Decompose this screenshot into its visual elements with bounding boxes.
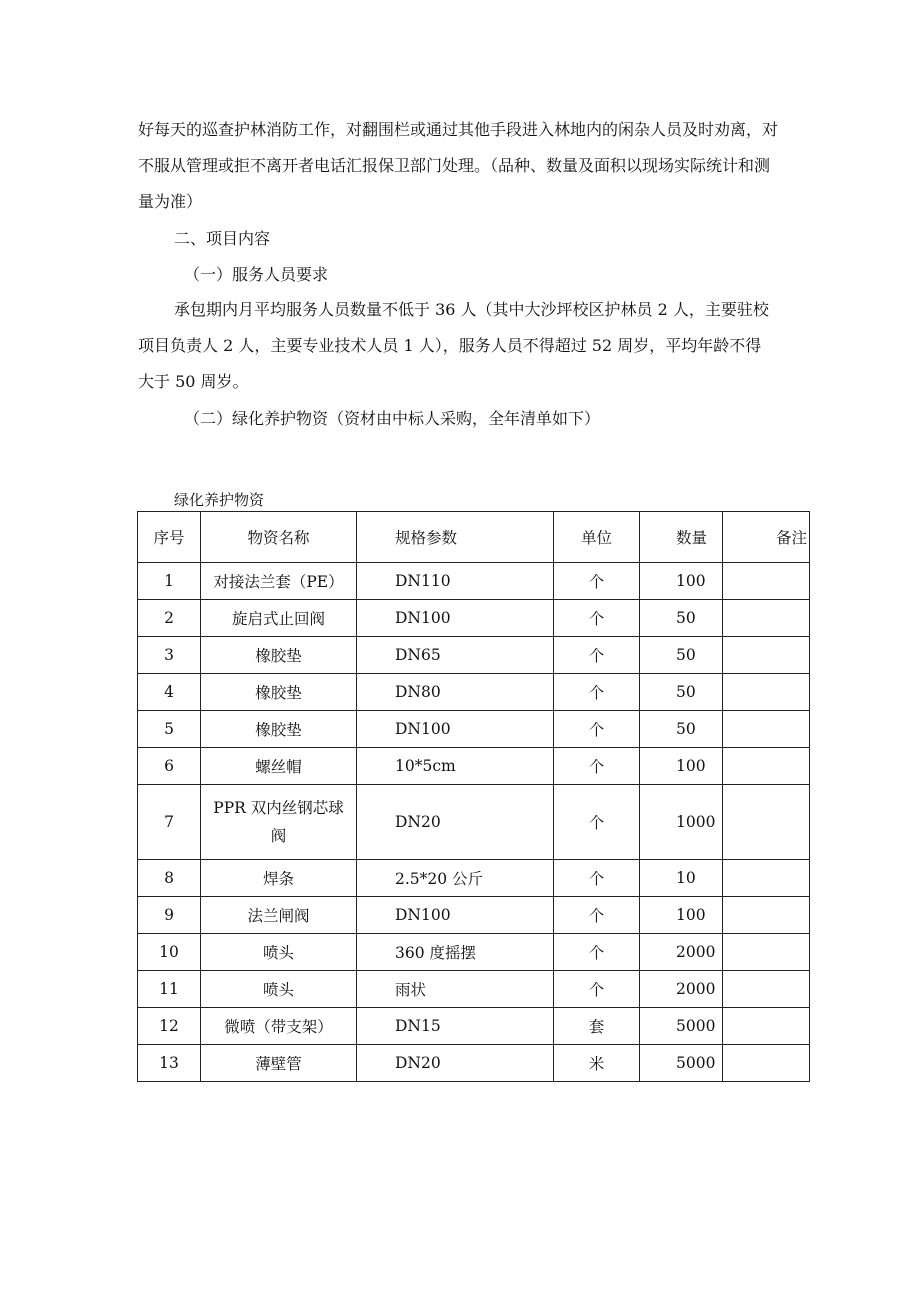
cell-no: 5 [138,711,201,748]
cell-note [723,860,810,897]
cell-note [723,711,810,748]
cell-unit: 个 [554,563,640,600]
cell-note [723,897,810,934]
cell-note [723,1045,810,1082]
cell-no: 8 [138,860,201,897]
cell-no: 3 [138,637,201,674]
cell-note [723,563,810,600]
section-heading: 二、项目内容 [174,229,271,248]
cell-qty: 5000 [640,1045,723,1082]
table-row [138,860,810,897]
cell-spec: 雨状 [357,971,554,1008]
table-row [138,748,810,785]
cell-no: 7 [138,785,201,860]
cell-spec: DN100 [357,600,554,637]
cell-name: 法兰闸阀 [201,897,357,934]
cell-no: 13 [138,1045,201,1082]
paragraph-line: 大于 50 周岁。 [138,372,249,391]
cell-qty: 100 [640,563,723,600]
cell-spec: DN65 [357,637,554,674]
cell-name: 焊条 [201,860,357,897]
cell-qty: 1000 [640,785,723,860]
table-row [138,637,810,674]
cell-no: 10 [138,934,201,971]
cell-no: 1 [138,563,201,600]
cell-unit: 个 [554,711,640,748]
table-row [138,1008,810,1045]
table-row [138,897,810,934]
subsection-heading-materials: （二）绿化养护物资（资材由中标人采购，全年清单如下） [184,409,601,428]
cell-qty: 50 [640,674,723,711]
cell-unit: 套 [554,1008,640,1045]
cell-unit: 个 [554,748,640,785]
table-header-row [138,512,810,563]
cell-name: 对接法兰套（PE） [201,563,357,600]
header-note: 备注 [723,512,810,563]
cell-no: 11 [138,971,201,1008]
cell-qty: 50 [640,600,723,637]
header-spec: 规格参数 [357,512,554,563]
cell-qty: 5000 [640,1008,723,1045]
cell-no: 4 [138,674,201,711]
cell-qty: 50 [640,637,723,674]
materials-table [137,511,810,1082]
header-name: 物资名称 [201,512,357,563]
cell-note [723,637,810,674]
table-row [138,934,810,971]
cell-no: 6 [138,748,201,785]
cell-unit: 个 [554,971,640,1008]
cell-qty: 50 [640,711,723,748]
cell-qty: 2000 [640,971,723,1008]
cell-note [723,1008,810,1045]
cell-spec: 360 度摇摆 [357,934,554,971]
cell-spec: DN80 [357,674,554,711]
table-row [138,785,810,860]
cell-unit: 个 [554,897,640,934]
cell-unit: 个 [554,674,640,711]
cell-name: 旋启式止回阀 [201,600,357,637]
cell-name: 喷头 [201,971,357,1008]
header-qty: 数量 [640,512,723,563]
cell-unit: 个 [554,860,640,897]
table-row [138,1045,810,1082]
cell-note [723,600,810,637]
cell-unit: 个 [554,934,640,971]
cell-name: 薄壁管 [201,1045,357,1082]
cell-no: 9 [138,897,201,934]
cell-unit: 个 [554,600,640,637]
subsection-heading-staff: （一）服务人员要求 [184,265,329,284]
cell-name-line: 阀 [270,827,287,845]
table-row [138,600,810,637]
paragraph-line: 项目负责人 2 人，主要专业技术人员 1 人），服务人员不得超过 52 周岁，平均年龄不得 [138,336,762,355]
table-row [138,674,810,711]
cell-unit: 个 [554,637,640,674]
table-row [138,563,810,600]
header-unit: 单位 [554,512,640,563]
cell-note [723,971,810,1008]
cell-qty: 100 [640,897,723,934]
cell-name: 橡胶垫 [201,637,357,674]
cell-name: 微喷（带支架） [201,1008,357,1045]
cell-name: 橡胶垫 [201,674,357,711]
cell-spec: DN20 [357,785,554,860]
header-no: 序号 [138,512,201,563]
paragraph-line: 不服从管理或拒不离开者电话汇报保卫部门处理。（品种、数量及面积以现场实际统计和测 [138,156,771,175]
cell-note [723,748,810,785]
cell-spec: DN20 [357,1045,554,1082]
cell-spec: DN15 [357,1008,554,1045]
cell-unit: 米 [554,1045,640,1082]
cell-name: 螺丝帽 [201,748,357,785]
cell-no: 12 [138,1008,201,1045]
cell-qty: 100 [640,748,723,785]
cell-name-line: PPR 双内丝钢芯球 [213,799,344,817]
cell-qty: 10 [640,860,723,897]
cell-spec: 2.5*20 公斤 [357,860,554,897]
cell-qty: 2000 [640,934,723,971]
cell-note [723,785,810,860]
cell-no: 2 [138,600,201,637]
cell-note [723,674,810,711]
cell-spec: DN100 [357,897,554,934]
cell-note [723,934,810,971]
cell-name [201,785,357,860]
table-row [138,971,810,1008]
cell-unit: 个 [554,785,640,860]
cell-name: 喷头 [201,934,357,971]
paragraph-line: 量为准） [138,192,203,211]
table-caption: 绿化养护物资 [174,491,265,509]
cell-spec: DN110 [357,563,554,600]
table-row [138,711,810,748]
paragraph-line: 承包期内月平均服务人员数量不低于 36 人（其中大沙坪校区护林员 2 人，主要驻校 [174,300,769,319]
cell-name: 橡胶垫 [201,711,357,748]
cell-spec: 10*5cm [357,748,554,785]
cell-spec: DN100 [357,711,554,748]
paragraph-line: 好每天的巡查护林消防工作，对翻围栏或通过其他手段进入林地内的闲杂人员及时劝离，对 [138,120,779,139]
